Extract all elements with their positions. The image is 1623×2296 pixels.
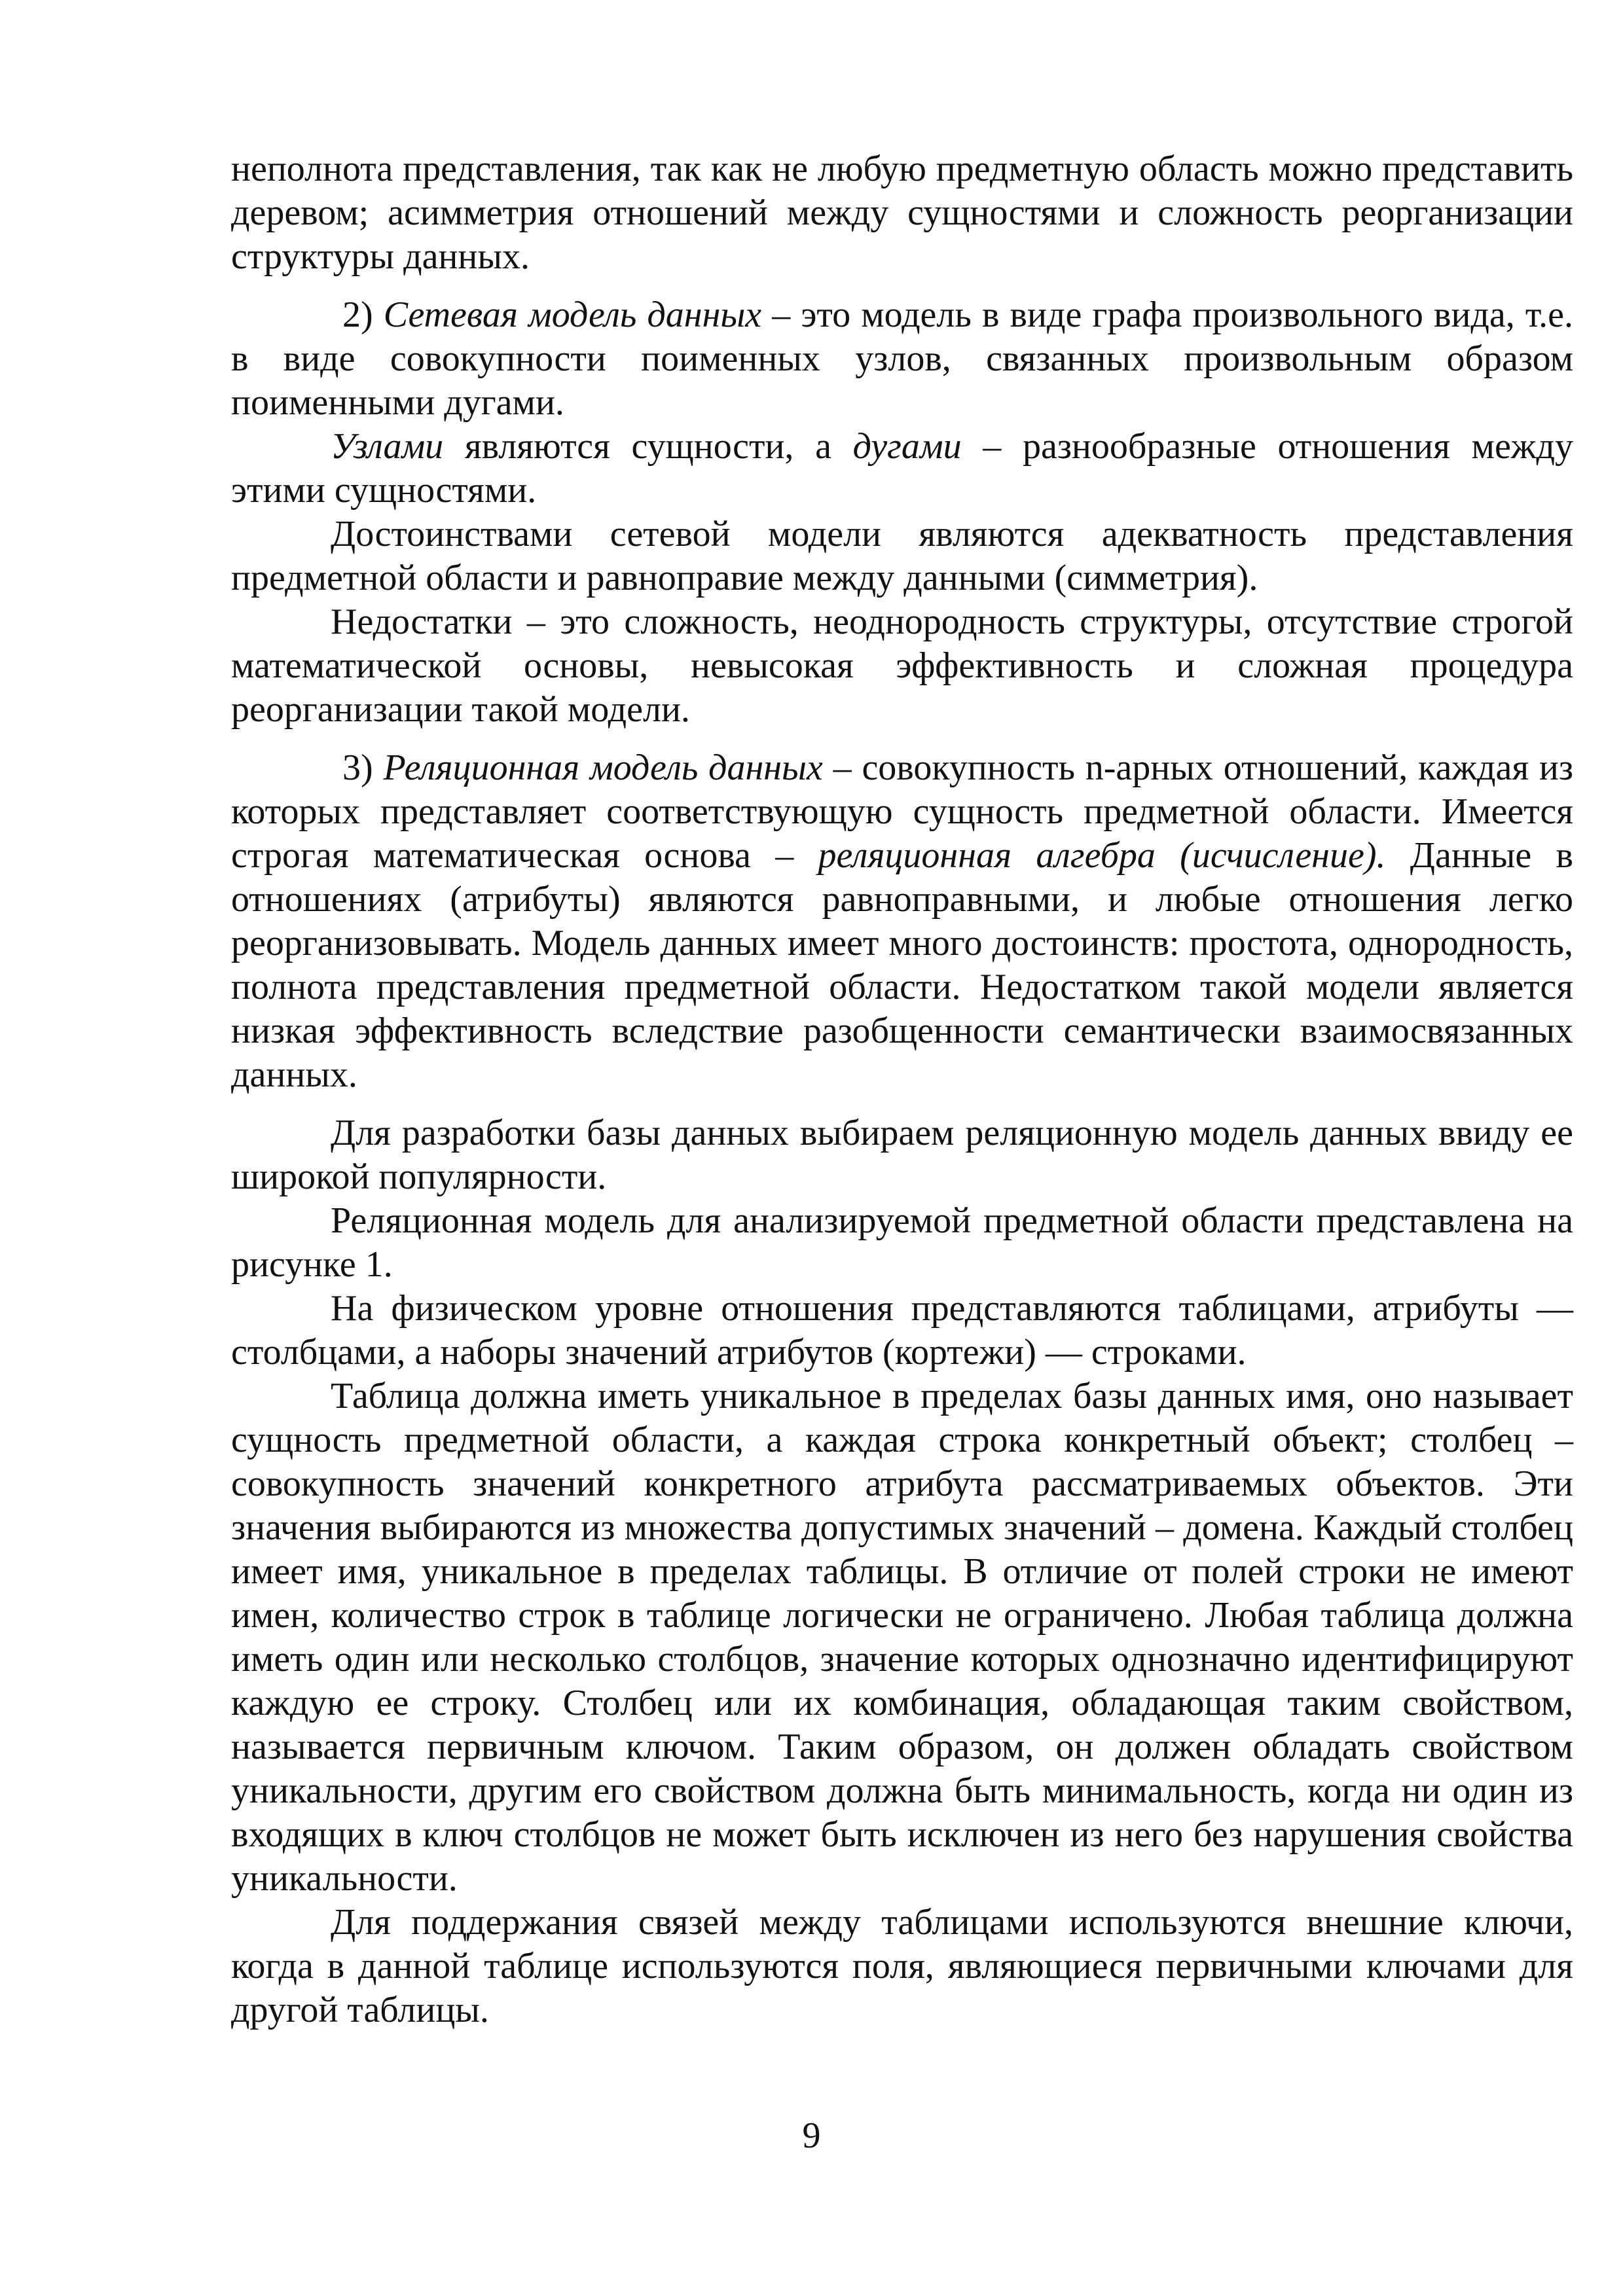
term-arcs: дугами <box>852 426 962 467</box>
relational-model-rest: Данные в отношениях (атрибуты) являются равноправными, и любые отношения легко реорганизовывать. Модель данных имеет много достоинств: простота, однородность, полнота представления предметной области. Недостатком такой модели является низкая эффективность вследствие разобщенности семантически взаимосвязанных данных. <box>231 835 1573 1095</box>
nodes-arcs-rest: – разнообразные отношения между этими сущностями. <box>231 426 1573 511</box>
paragraph-network-model <box>231 293 1573 425</box>
list-number: 2) <box>342 295 384 335</box>
paragraph-network-advantages: Достоинствами сетевой модели являются адекватность представления предметной области и равноправие между данными (симметрия). <box>231 514 1573 598</box>
term-nodes: Узлами <box>331 426 444 467</box>
page-number: 9 <box>802 2115 821 2156</box>
paragraph-table-definition: Таблица должна иметь уникальное в пределах базы данных имя, оно называет сущность предметной области, а каждая строка конкретный объект; столбец – совокупность значений конкретного атрибута рассматриваемых объектов. Эти значения выбираются из множества допустимых значений – домена. Каждый столбец имеет имя, уникальное в пределах таблицы. В отличие от полей строки не имеют имен, количество строк в таблице логически не ограничено. Любая таблица должна иметь один или несколько столбцов, значение которых однозначно идентифицируют каждую ее строку. Столбец или их комбинация, обладающая таким свойством, называется первичным ключом. Таким образом, он должен обладать свойством уникальности, другим его свойством должна быть минимальность, когда ни один из входящих в ключ столбцов не может быть исключен из него без нарушения свойства уникальности. <box>231 1376 1573 1899</box>
network-model-definition: – это модель в виде графа произвольного вида, т.е. в виде совокупности поименных узлов, связанных произвольным образом поименными дугами. <box>231 295 1573 423</box>
relational-model-definition: – совокупность n-арных отношений, каждая из которых представляет соответствующую сущность предметной области. Имеется строгая математическая основа – <box>231 747 1574 876</box>
document-body <box>231 147 1573 2032</box>
paragraph-nodes-arcs <box>231 425 1573 512</box>
term-relational-algebra: реляционная алгебра (исчисление). <box>818 835 1386 876</box>
paragraph-physical-level: На физическом уровне отношения представляются таблицами, атрибуты — столбцами, а наборы значений атрибутов (кортежи) — строками. <box>231 1288 1573 1372</box>
paragraph-model-choice: Для разработки базы данных выбираем реляционную модель данных ввиду ее широкой популярности. <box>231 1113 1573 1197</box>
paragraph-network-disadvantages: Недостатки – это сложность, неоднородность структуры, отсутствие строгой математической основы, невысокая эффективность и сложная процедура реорганизации такой модели. <box>231 601 1573 730</box>
paragraph-relational-model <box>231 746 1573 1097</box>
paragraph-foreign-keys: Для поддержания связей между таблицами используются внешние ключи, когда в данной таблице используются поля, являющиеся первичными ключами для другой таблицы. <box>231 1902 1573 2030</box>
term-relational-model: Реляционная модель данных <box>383 747 823 788</box>
nodes-arcs-text: являются сущности, а <box>443 426 853 467</box>
list-number: 3) <box>342 747 384 788</box>
paragraph-figure-reference: Реляционная модель для анализируемой предметной области представлена на рисунке 1. <box>231 1200 1573 1285</box>
paragraph-hierarchical-drawbacks: неполнота представления, так как не любую предметную область можно представить деревом; асимметрия отношений между сущностями и сложность реорганизации структуры данных. <box>231 149 1573 277</box>
term-network-model: Сетевая модель данных <box>383 295 762 335</box>
